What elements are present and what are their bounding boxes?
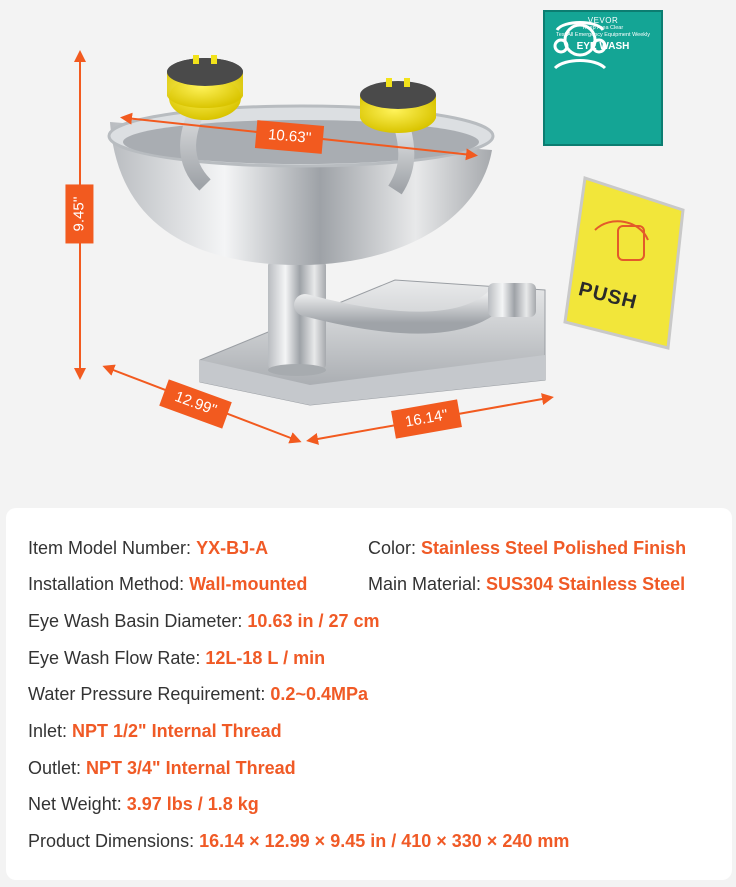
spec-inlet: Inlet: NPT 1/2" Internal Thread (28, 721, 282, 741)
push-label: PUSH (576, 278, 640, 314)
right-nozzle-cap (360, 78, 436, 133)
spec-basin-diameter: Eye Wash Basin Diameter: 10.63 in / 27 cm (28, 611, 380, 631)
eye-wash-person-icon (545, 16, 615, 74)
spec-net-weight: Net Weight: 3.97 lbs / 1.8 kg (28, 794, 259, 814)
height-label: 9.45'' (65, 185, 93, 244)
width-label: 16.14'' (391, 399, 462, 438)
sign-line-1: Keep Area Clear (582, 25, 624, 31)
spec-installation: Installation Method: Wall-mounted (28, 574, 308, 594)
spec-product-dimensions: Product Dimensions: 16.14 × 12.99 × 9.45 in / 410 × 330 × 240 mm (28, 831, 570, 851)
spec-color: Color: Stainless Steel Polished Finish (368, 538, 687, 558)
spec-model: Item Model Number: YX-BJ-A (28, 538, 269, 558)
depth-label: 12.99'' (159, 379, 232, 428)
spec-panel (6, 508, 732, 880)
sign-brand: VEVOR (587, 16, 619, 25)
spec-flow-rate: Eye Wash Flow Rate: 12L-18 L / min (28, 648, 326, 668)
push-flag (565, 178, 683, 348)
spec-water-pressure: Water Pressure Requirement: 0.2~0.4MPa (28, 684, 368, 704)
spec-outlet: Outlet: NPT 3/4" Internal Thread (28, 758, 296, 778)
eye-wash-sign (543, 10, 663, 146)
sign-title: EYE WASH (576, 41, 630, 52)
basin-diameter-label: 10.63'' (255, 120, 324, 154)
left-nozzle-cap (167, 55, 243, 120)
spec-material: Main Material: SUS304 Stainless Steel (368, 574, 686, 594)
sign-line-2: Test All Emergency Equipment Weekly (555, 32, 651, 38)
